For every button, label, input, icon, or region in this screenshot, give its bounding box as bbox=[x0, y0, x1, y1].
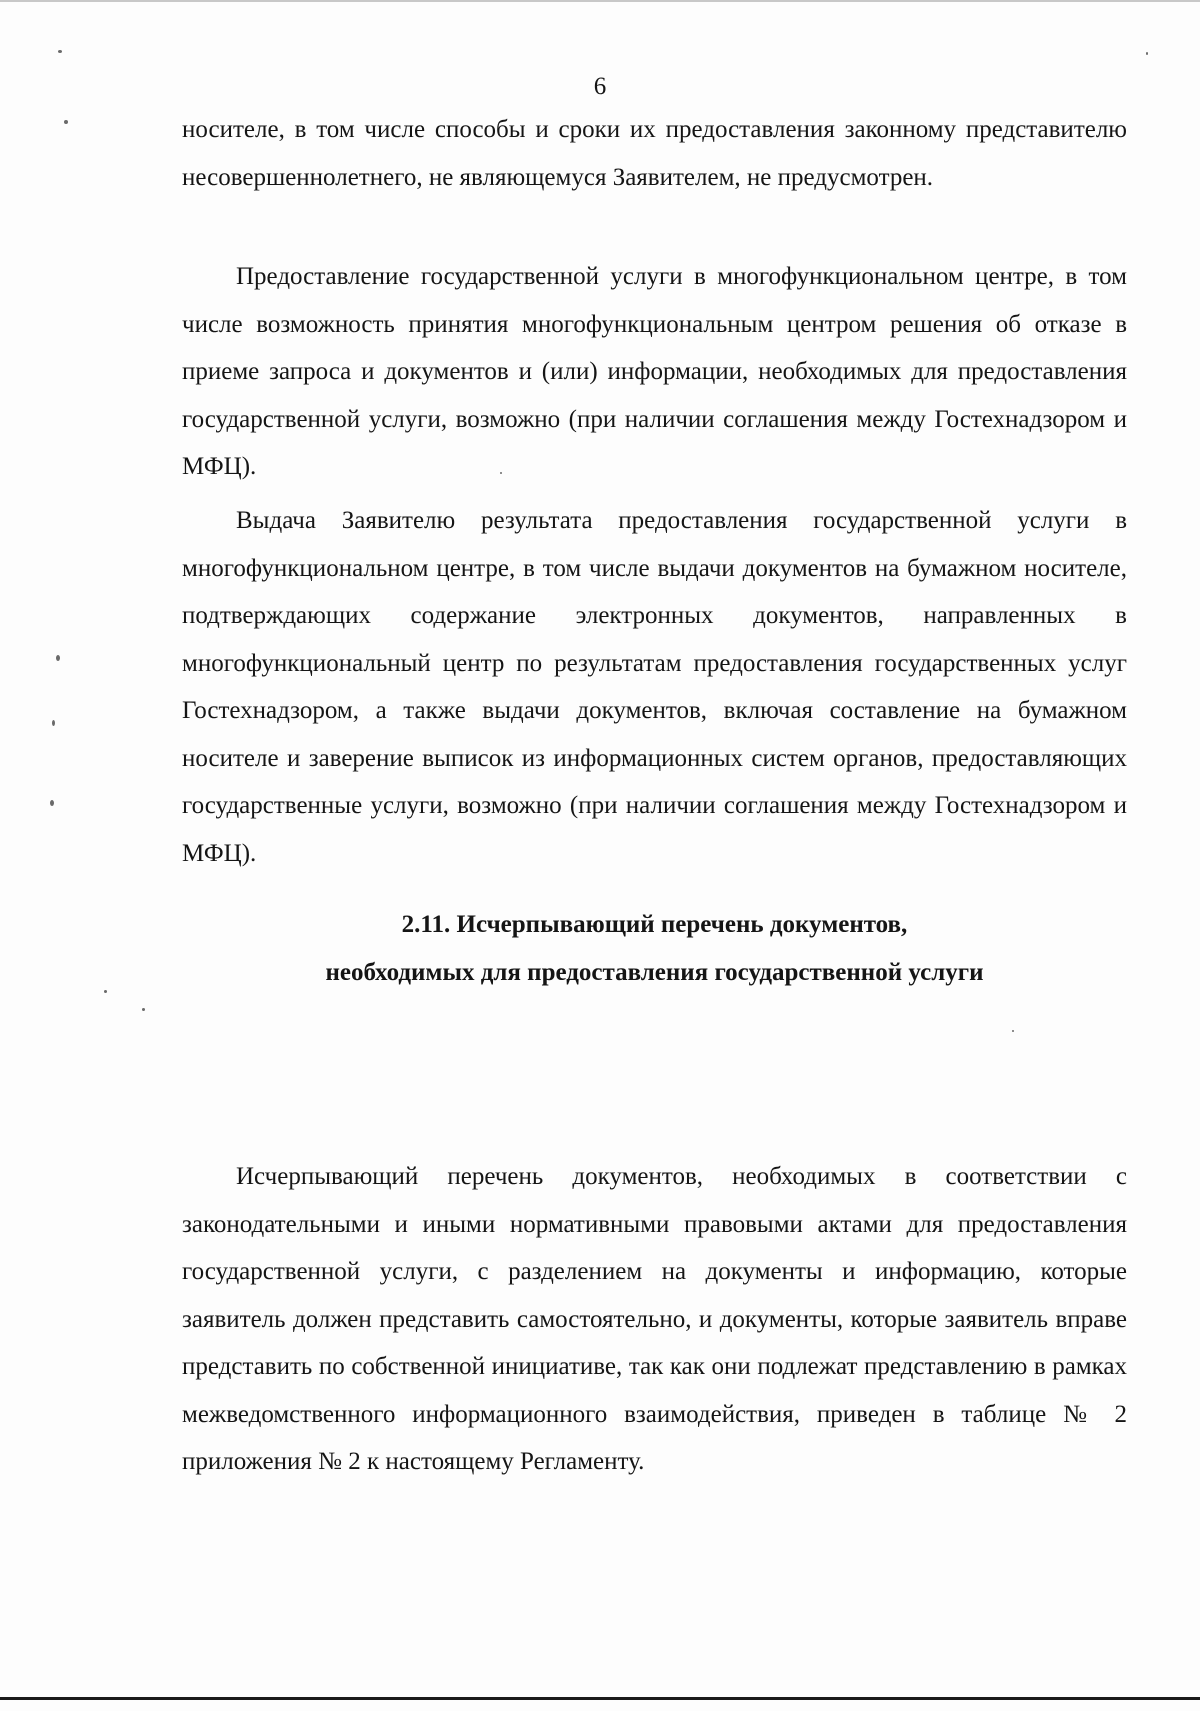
scan-top-edge bbox=[0, 0, 1200, 2]
scan-speck bbox=[104, 990, 107, 993]
scan-speck bbox=[56, 655, 60, 661]
scan-speck bbox=[1012, 1030, 1014, 1032]
paragraph-documents-list: Исчерпывающий перечень документов, необходимых в соответствии с законодательными и иными нормативными правовыми актами для предоставления государственной услуги, с разделением на документы и информацию, которые заявитель должен представить самостоятельно, и документы, которые заявитель вправе представить по собственной инициативе, так как они подлежат представлению в рамках межведомственного информационного взаимодействия, приведен в таблице № 2 приложения № 2 к настоящему Регламенту. bbox=[182, 1163, 1127, 1475]
paragraph-continuation: носителе, в том числе способы и сроки их предоставления законному представителю несовершеннолетнего, не являющемуся Заявителем, не предусмотрен. bbox=[182, 116, 1127, 191]
scan-speck bbox=[64, 120, 68, 124]
section-heading-line-1: 2.11. Исчерпывающий перечень документов, bbox=[401, 911, 908, 938]
scan-bottom-edge bbox=[0, 1697, 1200, 1700]
scan-speck bbox=[50, 800, 54, 806]
page-number: 6 bbox=[593, 73, 607, 100]
section-heading-line-2: необходимых для предоставления государственной услуги bbox=[325, 959, 984, 986]
paragraph-result-issuance: Выдача Заявителю результата предоставления государственной услуги в многофункциональном центре, в том числе выдачи документов на бумажном носителе, подтверждающих содержание электронных документов, направленных в многофункциональный центр по результатам предоставления государственных услуг Гостехнадзором, а также выдачи документов, включая составление на бумажном носителе и заверение выписок из информационных систем органов, предоставляющих государственные услуги, возможно (при наличии соглашения между Гостехнадзором и МФЦ). bbox=[182, 507, 1127, 867]
scan-speck bbox=[500, 472, 502, 474]
paragraph-mfc-provision: Предоставление государственной услуги в многофункциональном центре, в том числе возможность принятия многофункциональным центром решения об отказе в приеме запроса и документов и (или) информации, необходимых для предоставления государственной услуги, возможно (при наличии соглашения между Гостехнадзором и МФЦ). bbox=[182, 263, 1127, 480]
section-heading bbox=[182, 901, 1127, 997]
scan-speck bbox=[52, 720, 55, 726]
scan-speck bbox=[1146, 52, 1148, 55]
scan-speck bbox=[58, 50, 62, 53]
scan-speck bbox=[142, 1008, 145, 1011]
